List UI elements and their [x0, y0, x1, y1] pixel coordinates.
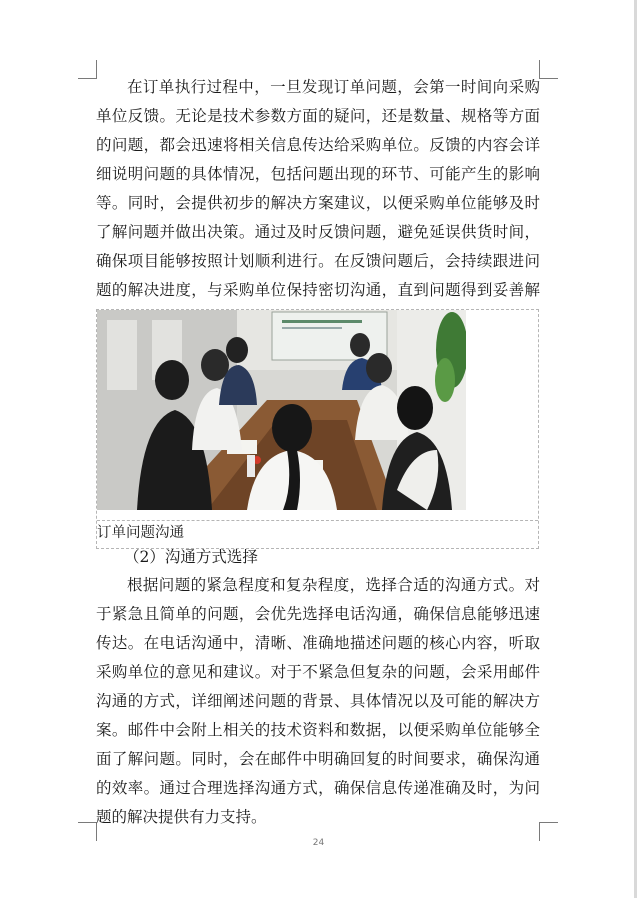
body-paragraph-1	[96, 73, 540, 334]
meeting-photo[interactable]	[97, 310, 466, 510]
figure-frame[interactable]	[96, 309, 539, 549]
margin-corner-top-right	[539, 60, 558, 79]
caption-divider	[97, 520, 538, 521]
margin-corner-top-left	[78, 60, 97, 79]
paragraph-text: 根据问题的紧急程度和复杂程度，选择合适的沟通方式。对于紧急且简单的问题，会优先选择电话沟通，确保信息能够迅速传达。在电话沟通中，清晰、准确地描述问题的核心内容，听取采购单位的意见和建议。对于不紧急但复杂的问题，会采用邮件沟通的方式，详细阐述问题的背景、具体情况以及可能的解决方案。邮件中会附上相关的技术资料和数据，以便采购单位能够全面了解问题。同时，会在邮件中明确回复的时间要求，确保沟通的效率。通过合理选择沟通方式，确保信息传递准确及时，为问题的解决提供有力支持。	[96, 576, 540, 826]
section-heading: （2）沟通方式选择	[124, 548, 258, 566]
paragraph-text: 在订单执行过程中，一旦发现订单问题，会第一时间向采购单位反馈。无论是技术参数方面的疑问，还是数量、规格等方面的问题，都会迅速将相关信息传达给采购单位。反馈的内容会详细说明问题的具体情况，包括问题出现的环节、可能产生的影响等。同时，会提供初步的解决方案建议，以便采购单位能够及时了解问题并做出决策。通过及时反馈问题，避免延误供货时间，确保项目能够按照计划顺利进行。在反馈问题后，会持续跟进问题的解决进度，与采购单位保持密切沟通，直到问题得到妥善解	[96, 78, 540, 299]
page-number: 24	[312, 838, 325, 848]
body-paragraph-2	[96, 571, 540, 832]
figure-caption: 订单问题沟通	[97, 525, 184, 541]
